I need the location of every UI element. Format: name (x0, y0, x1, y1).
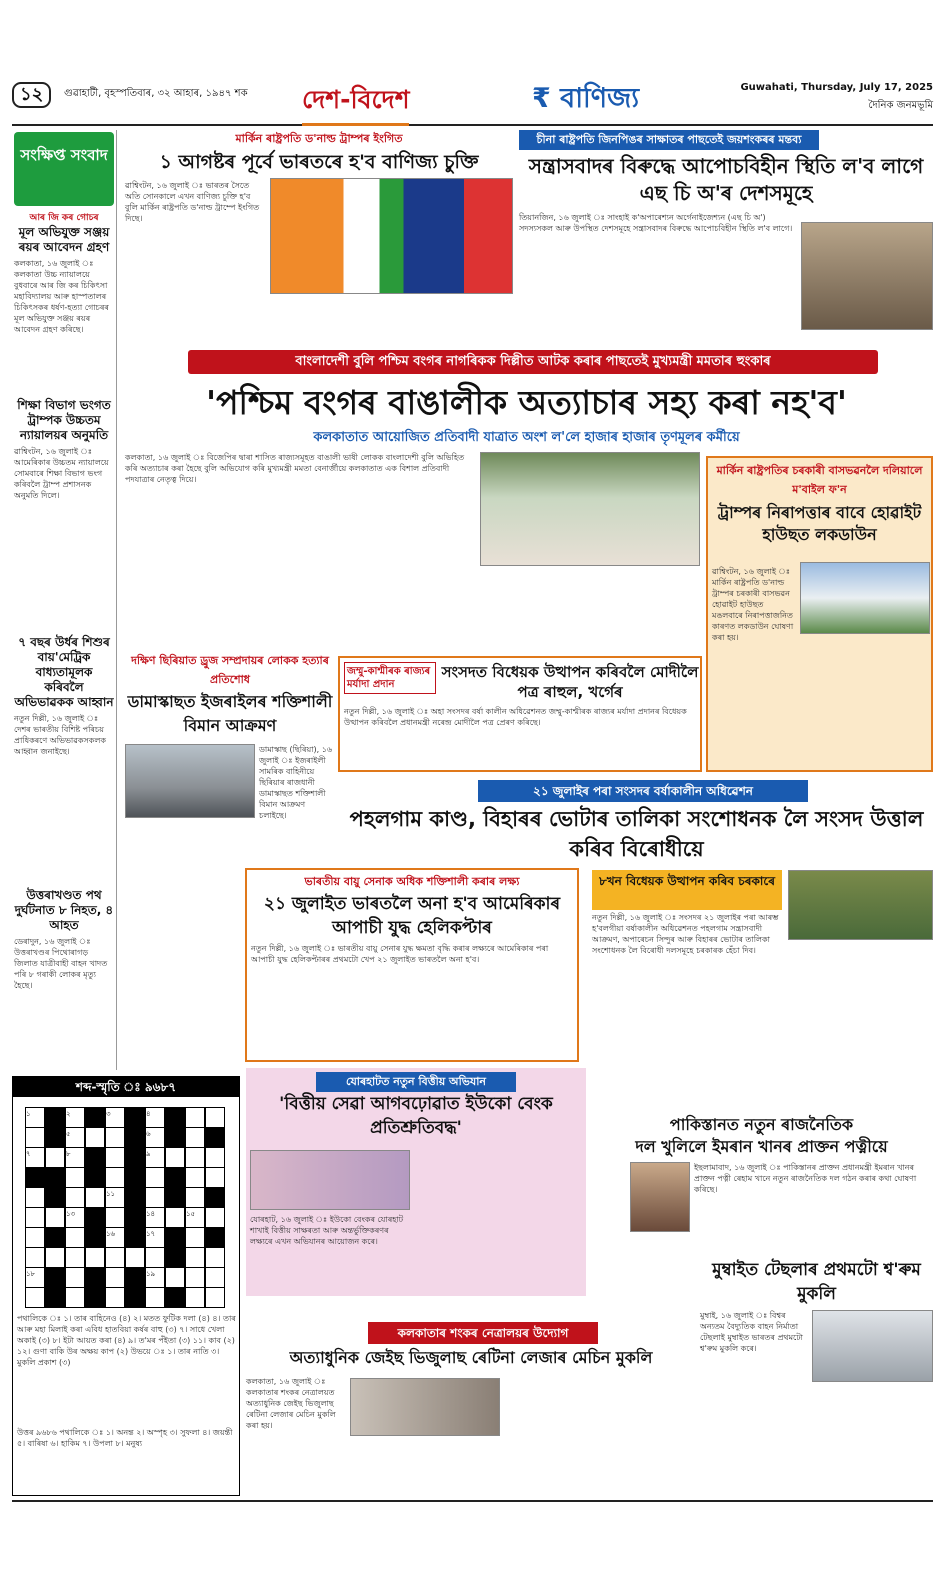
article-title: ১ আগষ্টৰ পূৰ্বে ভাৰতৰে হ'ব বাণিজ্য চুক্তি (159, 151, 479, 173)
crossword-cell[interactable] (65, 1227, 85, 1248)
crossword-cell[interactable] (125, 1247, 145, 1268)
crossword-cell[interactable] (125, 1187, 145, 1208)
crossword-cell[interactable] (105, 1267, 125, 1288)
brief-title: শিক্ষা বিভাগ ভংগত ট্ৰাম্পক উচ্চতম ন্যায়ালয়ৰ অনুমতি (17, 398, 111, 442)
crossword-cell[interactable] (105, 1207, 125, 1228)
lead-subtitle: কলকাতাত আয়োজিত প্ৰতিবাদী যাত্ৰাত অংশ ল'লে হাজাৰ হাজাৰ তৃণমূলৰ কৰ্মীয়ে (313, 430, 740, 445)
article-body: ডামাস্কাছ (ছিৰিয়া), ১৬ জুলাই ঃ ইজৰাইলী সামৰিক বাহিনীয়ে ছিৰিয়াৰ ৰাজধানী ডামাস্কাছত শক্তিশালী বিমান আক্ৰমণ চলাইছে। (259, 745, 333, 820)
article-kicker: জম্মু-কাশ্মীৰক ৰাজ্যৰ মৰ্যাদা প্ৰদান (344, 662, 436, 694)
parliament-bar: ২১ জুলাইৰ পৰা সংসদৰ বৰ্ষাকালীন অধিৱেশন (478, 780, 808, 802)
crossword-cell[interactable] (105, 1127, 125, 1148)
crossword-cell[interactable] (85, 1147, 105, 1168)
retina-bar: কলকাতাৰ শংকৰ নেত্ৰালয়ৰ উদ্যোগ (368, 1322, 598, 1344)
crossword-cell[interactable]: ৮ (65, 1147, 85, 1168)
article-bar: যোৰহাটত নতুন বিত্তীয় অভিযান (316, 1072, 516, 1092)
section-logo-banijya: ₹ বাণিজ্য (532, 83, 640, 114)
crossword-cell[interactable] (125, 1107, 145, 1128)
crossword-cell[interactable]: ১১ (105, 1187, 125, 1208)
article-body: মুম্বাই, ১৬ জুলাই ঃ বিশ্বৰ অন্যতম বৈদ্যুতিক বাহন নিৰ্মাতা টেছলাই মুম্বাইত ভাৰতৰ প্ৰথমটো শ্ব'ৰুম মুকলি কৰে। (700, 1311, 803, 1353)
crossword-cell[interactable] (65, 1187, 85, 1208)
masthead (12, 78, 933, 126)
crossword-cell[interactable] (65, 1267, 85, 1288)
article-body: ৱাশ্বিংটন, ১৬ জুলাই ঃ মাৰ্কিন ৰাষ্ট্ৰপতি ড'নাল্ড ট্ৰাম্পৰ চৰকাৰী বাসভৱন হোৱাইট হাউছত মঙলবাৰে নিৰাপত্তাজনিত কাৰণত লকডাউন ঘোষণা কৰা হয়। (712, 567, 794, 642)
crossword-cell[interactable] (185, 1107, 205, 1128)
brief-2 (14, 398, 114, 606)
damascus-strike-photo (125, 744, 255, 818)
brief-body: ৱাশ্বিংটন, ১৬ জুলাই ঃ আমেৰিকাৰ উচ্চতম ন্যায়ালয়ে সোমবাৰে শিক্ষা বিভাগ ভংগ কৰিবলৈ ট্ৰাম্প প্ৰশাসনক অনুমতি দিলে। (14, 447, 109, 500)
article-body-cont (712, 638, 930, 768)
crossword-cell[interactable] (45, 1107, 65, 1128)
crossword-cell[interactable] (25, 1227, 45, 1248)
crossword-cell[interactable] (85, 1267, 105, 1288)
article-kicker: মাৰ্কিন ৰাষ্ট্ৰপতিৰ চৰকাৰী বাসভৱনলৈ দলিয়ালে ম'বাইল ফ'ন (716, 464, 923, 496)
crossword-cell[interactable] (105, 1287, 125, 1308)
article-bar: চীনা ৰাষ্ট্ৰপতি জিনপিঙৰ সাক্ষাতৰ পাছতেই জয়শংকৰৰ মন্তব্য (519, 130, 819, 150)
crossword-cell[interactable] (65, 1247, 85, 1268)
retina-body-cont2 (504, 1376, 696, 1496)
brief-1 (14, 210, 114, 398)
crossword-cell[interactable] (65, 1167, 85, 1188)
crossword-cell[interactable] (205, 1267, 225, 1288)
date-english: Guwahati, Thursday, July 17, 2025 (740, 82, 933, 93)
crossword-cell[interactable] (145, 1187, 165, 1208)
crossword-cell[interactable] (85, 1107, 105, 1128)
uco-event-photo (250, 1150, 410, 1210)
retina-title: অত্যাধুনিক জেইছ ভিজুলাছ ৰেটিনা লেজাৰ মেচিন মুকলি (289, 1348, 653, 1367)
reham-khan-photo (630, 1162, 690, 1232)
article-body-cont (125, 822, 335, 872)
crossword-cell[interactable]: ৩ (105, 1107, 125, 1128)
article-body: যোৰহাট, ১৬ জুলাই ঃ ইউকো বেংকৰ যোৰহাট শাখাই বিত্তীয় সাক্ষৰতা আৰু অন্তৰ্ভুক্তিকৰণৰ লক্ষ্যৰে এখন অভিযানৰ আয়োজন কৰে। (250, 1215, 404, 1246)
crossword-cell[interactable] (185, 1187, 205, 1208)
crossword-cell[interactable] (85, 1227, 105, 1248)
crossword-cell[interactable] (25, 1167, 45, 1188)
brief-body: নতুন দিল্লী, ১৬ জুলাই ঃ দেশৰ ভাৰতীয় বিশিষ্ট পৰিচয় প্ৰাধিকৰণে অভিভাৱকসকলক আহ্বান জনাইছে। (14, 714, 106, 756)
parliament-body-cont (788, 944, 933, 1052)
crossword-cell[interactable] (205, 1247, 225, 1268)
crossword-cell[interactable] (125, 1267, 145, 1288)
retina-event-photo (350, 1378, 500, 1436)
crossword-cell[interactable] (85, 1167, 105, 1188)
crossword-cell[interactable]: ৬ (145, 1127, 165, 1148)
crossword-cell[interactable] (45, 1267, 65, 1288)
crossword-cell[interactable]: ১৪ (145, 1207, 165, 1228)
lead-body: কলকাতা, ১৬ জুলাই ঃ বিজেপিৰ দ্বাৰা শাসিত ৰাজ্যসমূহত বাঙালী ভাষী লোকক বাংলাদেশী বুলি অভিহিত কৰি অত্যাচাৰ কৰা হৈছে বুলি অভিযোগ কৰি মুখ্যমন্ত্ৰী মমতা বেনাৰ্জীয়ে কলকাতাত এক বিশাল প্ৰতিবাদী পদযাত্ৰাৰ নেতৃত্ব দিয়ে। (125, 453, 465, 484)
crossword-cell[interactable] (165, 1187, 185, 1208)
crossword-cell[interactable] (105, 1147, 125, 1168)
crossword-cell[interactable] (165, 1207, 185, 1228)
crossword-cell[interactable] (165, 1147, 185, 1168)
crossword-answers: উত্তৰ ৯৬৮৬ পথালিকে ঃ ১। অনন্ত ২। অস্পৃহ ৩। সুফলা ৪। জয়ন্তী ৫। বাৰিষা ৬। হাকিম ৭। উপলা ৮। মনুষ্য (17, 1428, 233, 1448)
crossword-cell[interactable] (45, 1247, 65, 1268)
article-white-house (706, 456, 933, 772)
crossword-cell[interactable] (85, 1207, 105, 1228)
article-body-cont (416, 1150, 582, 1294)
crossword-cell[interactable] (45, 1187, 65, 1208)
parliament-body: নতুন দিল্লী, ১৬ জুলাই ঃ সংসদৰ ২১ জুলাইৰ পৰা আৰম্ভ হ'বলগীয়া বৰ্ষাকালীন অধিৱেশনত পহলগাম সন্ত্ৰাসবাদী আক্ৰমণ, অপাৰেচন সিন্দুৰ আৰু বিহাৰৰ ভোটাৰ তালিকা সংশোধনক লৈ বিৰোধী দলসমূহে চৰকাৰক হেঁচা দিব। (592, 913, 779, 955)
crossword-cell[interactable] (145, 1287, 165, 1308)
crossword-cell[interactable] (85, 1187, 105, 1208)
newspaper-name: দৈনিক জনমভূমি (868, 100, 933, 111)
crossword-cell[interactable] (25, 1247, 45, 1268)
brief-title: ৭ বছৰ উৰ্ধৰ শিশুৰ বায়'মেট্ৰিক বাধ্যতামূলক কৰিবলৈ অভিভাৱকক আহ্বান (14, 635, 114, 709)
article-trade-deal (125, 130, 513, 342)
article-imran (590, 1114, 933, 1256)
brief-title: মূল অভিযুক্ত সঞ্জয় ৰয়ৰ আবেদন গ্ৰহণ (18, 225, 110, 254)
crossword-cell[interactable]: ১৩ (65, 1207, 85, 1228)
article-syria (125, 652, 335, 872)
briefs-tag: সংক্ষিপ্ত সংবাদ (14, 132, 114, 206)
article-body: নতুন দিল্লী, ১৬ জুলাই ঃ অহা সংসদৰ বৰ্ষা কালীন অধিৱেশনত জম্মু-কাশ্মীৰক ৰাজ্যৰ মৰ্যাদা প্ৰদানৰ বিধেয়ক উত্থাপন কৰিবলৈ প্ৰধানমন্ত্ৰী নৰেন্দ্ৰ মোদীলৈ পত্ৰ প্ৰেৰণ কৰিছে। (344, 707, 687, 727)
crossword-cell[interactable] (125, 1147, 145, 1168)
crossword-cell[interactable] (85, 1287, 105, 1308)
white-house-photo (800, 562, 930, 634)
crossword-cell[interactable]: ১ (25, 1107, 45, 1128)
crossword-cell[interactable] (125, 1167, 145, 1188)
crossword-cell[interactable] (125, 1207, 145, 1228)
crossword-cell[interactable]: ৯ (145, 1147, 165, 1168)
lead-body-cont (480, 570, 700, 650)
crossword-cell[interactable] (165, 1107, 185, 1128)
crossword-cell[interactable] (45, 1147, 65, 1168)
crossword-cell[interactable]: ৭ (25, 1147, 45, 1168)
date-local: গুৱাহাটী, বৃহস্পতিবাৰ, ৩২ আহাৰ, ১৯৪৭ শক (64, 88, 248, 99)
crossword-cell[interactable] (125, 1127, 145, 1148)
article-body-cont (270, 296, 513, 340)
crossword-cell[interactable] (25, 1187, 45, 1208)
crossword-cell[interactable] (185, 1147, 205, 1168)
crossword-cell[interactable] (205, 1147, 225, 1168)
lead-bar: বাংলাদেশী বুলি পশ্চিম বংগৰ নাগৰিকক দিল্লীত আটক কৰাৰ পাছতেই মুখ্যমন্ত্ৰী মমতাৰ হুংকাৰ (188, 350, 878, 374)
crossword-cell[interactable] (25, 1127, 45, 1148)
brief-kicker: আৰ জি কৰ গোচৰ (29, 213, 99, 223)
article-kashmir (338, 656, 702, 772)
crossword-cell[interactable] (185, 1127, 205, 1148)
crossword-cell[interactable] (185, 1287, 205, 1308)
crossword-cell[interactable]: ১৬ (105, 1227, 125, 1248)
crossword-cell[interactable] (45, 1207, 65, 1228)
article-body: ইছলামাবাদ, ১৬ জুলাই ঃ পাকিস্তানৰ প্ৰাক্তন প্ৰধানমন্ত্ৰী ইমৰান খানৰ প্ৰাক্তন পত্নী ৰেহাম খানে নতুন ৰাজনৈতিক দল গঠন কৰাৰ কথা ঘোষণা কৰিছে। (694, 1163, 917, 1194)
brief-body: কলকাতা, ১৬ জুলাই ঃ কলকাতা উচ্চ ন্যায়ালয়ে বুধবাৰে আৰ জি কৰ চিকিৎসা মহাবিদ্যালয় আৰু হাস্পতালৰ চিকিৎসকৰ ধৰ্ষণ-হত্যা গোচৰৰ মূল অভিযুক্ত সঞ্জয় ৰয়ৰ আবেদন গ্ৰহণ কৰিছে। (14, 259, 109, 334)
crossword-clues: পথালিকে ঃ ১। তাৰ বাহিনেও (৪) ২। মতত ফুটিক দলা (৪) ৪। তাৰ আৰু মহা মিলাই কৰা এবিধ হাতবিয়া কৰ্ষৰ বাহু (৩) ৭। সাধে খেলা অকাই (৩) ৮। ইটা আয়ত কৰা (৪) ৯। ত'মৰ পঁইতা (৩) ১১। কাব (২) ১২। গুণা বাকি উৰ অক্ষয় কাপ (২) উভয়ে ঃ ১। তাৰ নাতি ৩। মুকলি প্ৰকাশ (৩) (17, 1314, 236, 1367)
crossword-cell[interactable] (105, 1247, 125, 1268)
crossword-cell[interactable]: ১৮ (25, 1267, 45, 1288)
crossword-cell[interactable] (45, 1287, 65, 1308)
crossword-grid[interactable] (25, 1107, 229, 1307)
crossword-cell[interactable] (205, 1227, 225, 1248)
crossword-cell[interactable]: ১৭ (145, 1227, 165, 1248)
article-kicker: মাৰ্কিন ৰাষ্ট্ৰপতি ড'নাল্ড ট্ৰাম্পৰ ইংগিত (235, 132, 403, 145)
tesla-car-photo (812, 1310, 933, 1382)
crossword-cell[interactable] (105, 1167, 125, 1188)
article-kicker: দক্ষিণ ছিৰিয়াত ড্ৰুজ সম্প্ৰদায়ৰ লোকক হত্যাৰ প্ৰতিশোধ (131, 654, 329, 686)
page-number: ১২ (12, 82, 51, 108)
article-title: সংসদত বিধেয়ক উত্থাপন কৰিবলৈ মোদীলৈ পত্ৰ ৰাহুল, খৰ্গেৰ (441, 663, 699, 701)
article-title: 'বিত্তীয় সেৱা আগবঢ়োৱাত ইউকো বেংক প্ৰতিশ্ৰুতিবদ্ধ' (279, 1094, 553, 1138)
crossword-cell[interactable] (205, 1187, 225, 1208)
article-body: নতুন দিল্লী, ১৬ জুলাই ঃ ভাৰতীয় বায়ু সেনাৰ যুদ্ধ ক্ষমতা বৃদ্ধি কৰাৰ লক্ষ্যৰে আমেৰিকাৰ পৰা আপাচী যুদ্ধ হেলিকপ্টাৰৰ প্ৰথমটো খেপ ২১ জুলাইত ভাৰতলৈ অনা হ'ব। (251, 944, 549, 964)
crossword-cell[interactable] (45, 1167, 65, 1188)
crossword-cell[interactable] (185, 1227, 205, 1248)
crossword-cell[interactable] (165, 1127, 185, 1148)
article-title: ডামাস্কাছত ইজৰাইলৰ শক্তিশালী বিমান আক্ৰমণ (127, 692, 333, 735)
article-kicker: পাকিস্তানত নতুন ৰাজনৈতিক (669, 1115, 854, 1134)
article-title: দল খুলিলে ইমৰান খানৰ প্ৰাক্তন পত্নীয়ে (635, 1137, 888, 1156)
parliament-kicker: ৮খন বিধেয়ক উত্থাপন কৰিব চৰকাৰে (592, 870, 782, 910)
crossword-title: শব্দ-স্মৃতি ঃ ৯৬৮৭ (13, 1077, 239, 1097)
crossword-cell[interactable] (205, 1107, 225, 1128)
crossword-cell[interactable] (165, 1227, 185, 1248)
brief-title: উত্তৰাখণ্ডত পথ দুৰ্ঘটনাত ৮ নিহত, ৪ আহত (14, 888, 114, 932)
crossword-cell[interactable] (165, 1247, 185, 1268)
crossword-cell[interactable] (165, 1267, 185, 1288)
crossword-cell[interactable] (25, 1287, 45, 1308)
brief-body: ডেৰাদুন, ১৬ জুলাই ঃ উত্তৰাখণ্ডৰ পিথোৰাগড় জিলাত যাত্ৰীবাহী বাহন খাদত পৰি ৮ গৰাকী লোকৰ মৃত্যু হৈছে। (14, 937, 108, 990)
article-title: মুম্বাইত টেছলাৰ প্ৰথমটো শ্ব'ৰুম মুকলি (712, 1260, 921, 1304)
article-kicker: ভাৰতীয় বায়ু সেনাক অধিক শক্তিশালী কৰাৰ লক্ষ্য (304, 875, 520, 888)
article-title: সন্ত্ৰাসবাদৰ বিৰুদ্ধে আপোচবিহীন স্থিতি ল'ব লাগে এছ চি অ'ৰ দেশসমূহে (528, 154, 924, 205)
section-logo-desh-bidesh: দেশ-বিদেশ (302, 80, 409, 126)
jaishankar-xi-photo (801, 222, 933, 330)
crossword-cell[interactable] (205, 1167, 225, 1188)
crossword-cell[interactable] (185, 1267, 205, 1288)
crossword-cell[interactable] (85, 1127, 105, 1148)
article-body-cont (700, 1386, 933, 1496)
article-apache (245, 868, 579, 1062)
syria-body-cont (125, 880, 240, 1070)
article-body: ৱাশ্বিংটন, ১৬ জুলাই ঃ ভাৰতৰ সৈতে অতি সোনকালে এখন বাণিজ্য চুক্তি হ'ব বুলি মাৰ্কিন ৰাষ্ট্ৰপতি ড'নাল্ড ট্ৰাম্পে ইংগিত দিছে। (125, 181, 260, 223)
crossword-cell[interactable] (45, 1227, 65, 1248)
crossword-cell[interactable] (165, 1167, 185, 1188)
crossword-cell[interactable]: ২ (65, 1107, 85, 1128)
article-title: ট্ৰাম্পৰ নিৰাপত্তাৰ বাবে হোৱাইট হাউছত লকডাউন (717, 503, 922, 544)
bottom-rule (12, 1500, 933, 1502)
crossword-cell[interactable] (85, 1247, 105, 1268)
crossword-cell[interactable] (205, 1127, 225, 1148)
crossword-cell[interactable] (65, 1287, 85, 1308)
crossword-cell[interactable] (125, 1287, 145, 1308)
crossword-cell[interactable] (45, 1127, 65, 1148)
parliament-photo (788, 870, 933, 940)
crossword (12, 1076, 240, 1496)
crossword-cell[interactable] (145, 1167, 165, 1188)
article-body: তিয়ানজিন, ১৬ জুলাই ঃ সাংহাই ক'অপাৰেশ্যন অৰ্গেনাইজেশ্যন (এছ চি অ') সদস্যসকল আৰু উপস্থিত দেশসমূহে সন্ত্ৰাসবাদৰ বিৰুদ্ধে আপোচবিহীন স্থিতি ল'ব লাগে। (519, 213, 793, 233)
crossword-cell[interactable]: ১৫ (185, 1207, 205, 1228)
crossword-cell[interactable] (145, 1247, 165, 1268)
crossword-cell[interactable] (185, 1167, 205, 1188)
crossword-cell[interactable] (125, 1227, 145, 1248)
retina-body-cont (350, 1440, 500, 1496)
article-uco-bank (246, 1068, 586, 1296)
retina-body: কলকাতা, ১৬ জুলাই ঃ কলকাতাৰ শংকৰ নেত্ৰালয়ত অত্যাধুনিক জেইছ ভিজুলাছ ৰেটিনা লেজাৰ মেচিন মুকলি কৰা হয়। (246, 1377, 336, 1430)
crossword-cell[interactable] (205, 1287, 225, 1308)
crossword-cell[interactable] (205, 1207, 225, 1228)
article-tesla (700, 1258, 933, 1496)
trump-flags-photo (270, 178, 513, 294)
crossword-cell[interactable] (25, 1207, 45, 1228)
crossword-cell[interactable]: ৫ (65, 1127, 85, 1148)
mamata-rally-photo (480, 452, 700, 566)
lead-title: 'পশ্চিম বংগৰ বাঙালীক অত্যাচাৰ সহ্য কৰা নহ'ব' (206, 383, 847, 422)
brief-3 (14, 635, 114, 863)
article-title: ২১ জুলাইত ভাৰতলৈ অনা হ'ব আমেৰিকাৰ আপাচী যুদ্ধ হেলিকপ্টাৰ (263, 894, 561, 938)
crossword-cell[interactable] (185, 1247, 205, 1268)
crossword-cell[interactable]: ১৯ (145, 1267, 165, 1288)
crossword-cell[interactable]: ৪ (145, 1107, 165, 1128)
parliament-title: পহলগাম কাণ্ড, বিহাৰৰ ভোটাৰ তালিকা সংশোধনক লৈ সংসদ উত্তাল কৰিব বিৰোধীয়ে (349, 807, 924, 861)
crossword-cell[interactable] (165, 1287, 185, 1308)
article-sco (519, 130, 933, 342)
brief-4 (14, 888, 114, 1056)
